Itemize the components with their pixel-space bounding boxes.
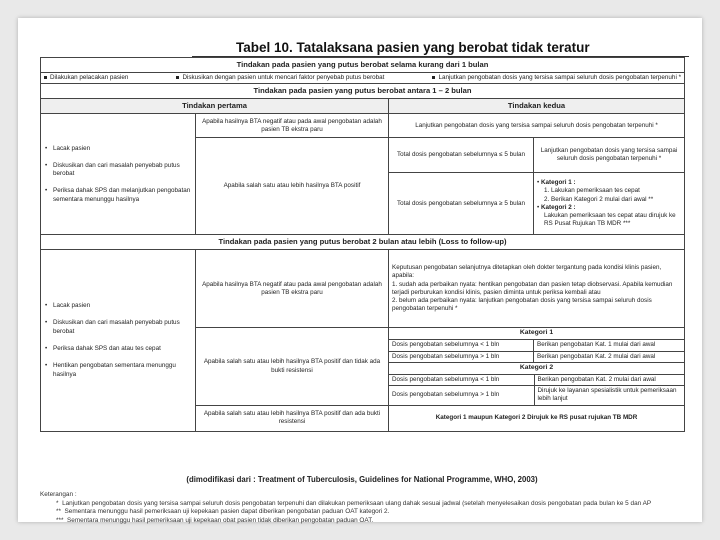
table-title: Tabel 10. Tatalaksana pasien yang berobat tidak teratur [236, 40, 590, 55]
kategori1-label: Kategori 1 [389, 328, 685, 340]
kategori1-step: 2. Berikan Kategori 2 mulai dari awal ** [544, 195, 654, 203]
dose-lt5-action: Lanjutkan pengobatan dosis yang tersisa sampai seluruh dosis pengobatan terpenuhi * [534, 138, 685, 173]
dose-lt5: Total dosis pengobatan sebelumnya ≤ 5 bulan [389, 138, 534, 173]
section2-bta-negative: Apabila hasilnya BTA negatif atau pada awal pengobatan adalah pasien TB ekstra paru [196, 114, 389, 138]
section3-bta-positive: Apabila salah satu atau lebih hasilnya BTA positif dan tidak ada bukti resistensi [196, 328, 389, 405]
k2-gt1: Dosis pengobatan sebelumnya > 1 bln [389, 386, 534, 405]
section2-header: Tindakan pada pasien yang putus berobat antara 1 – 2 bulan [41, 84, 685, 99]
notes-label: Keterangan : [40, 491, 77, 498]
col-header-first-action: Tindakan pertama [41, 99, 389, 114]
decision-intro: Keputusan pengobatan selanjutnya ditetapkan oleh dokter tergantung pada kondisi klinis pasien, apabila: [392, 263, 662, 280]
kategori1-step: 1. Lakukan pemeriksaan tes cepat [544, 187, 640, 195]
section2-actions [41, 114, 196, 235]
footnote: *** Sementara menunggu hasil pemeriksaan uji kepekaan obat pasien tidak diberikan pengobatan paduan OAT. [56, 516, 374, 524]
action-item: • Periksa dahak SPS dan melanjutkan pengobatan sementara menunggu hasilnya [44, 187, 192, 204]
dose-gt5: Total dosis pengobatan sebelumnya ≥ 5 bulan [389, 173, 534, 235]
section2-bta-positive: Apabila salah satu atau lebih hasilnya BTA positif [196, 138, 389, 235]
source-citation: (dimodifikasi dari : Treatment of Tuberculosis, Guidelines for National Programme, WHO, 2003) [186, 475, 538, 484]
k2-gt1-action: Dirujuk ke layanan spesialistik untuk pemeriksaan lebih lanjut [534, 386, 684, 405]
action-item: • Lacak pasien [44, 145, 192, 153]
action-item: • Diskusikan dan cari masalah penyebab putus berobat [44, 162, 192, 179]
action-item: • Lacak pasien [44, 302, 192, 310]
kategori2-text: Lakukan pemeriksaan tes cepat atau dirujuk ke RS Pusat Rujukan TB MDR *** [544, 212, 676, 228]
col-header-second-action: Tindakan kedua [389, 99, 685, 114]
section2-bta-negative-action: Lanjutkan pengobatan dosis yang tersisa sampai seluruh dosis pengobatan terpenuhi * [389, 114, 685, 138]
section1-items [41, 73, 685, 84]
k1-gt1: Dosis pengobatan sebelumnya > 1 bln [389, 351, 534, 362]
section3-resistant-action: Kategori 1 maupun Kategori 2 Dirujuk ke RS pusat rujukan TB MDR [389, 405, 685, 431]
k2-lt1: Dosis pengobatan sebelumnya < 1 bln [389, 375, 534, 386]
footnote: ** Sementara menunggu hasil pemeriksaan uji kepekaan pasien dapat diberikan pengobatan paduan OAT kategori 2. [56, 508, 390, 516]
section3-actions [41, 250, 196, 431]
dose-gt5-action [534, 173, 685, 235]
action-item: • Periksa dahak SPS dan atau tes cepat [44, 345, 192, 353]
decision-option: 1. sudah ada perbaikan nyata: hentikan pengobatan dan pasien tetap diobservasi. Apabila kemudian terjadi perburukan kondisi klinis, pasien diminta untuk periksa kembali atau [392, 280, 673, 296]
section1-item: Lanjutkan pengobatan dosis yang tersisa sampai seluruh dosis pengobatan terpenuhi * [432, 74, 681, 82]
kategori2-label: Kategori 2 [389, 362, 685, 374]
k1-gt1-action: Berikan pengobatan Kat. 2 mulai dari awal [534, 351, 685, 362]
section3-decision [389, 250, 685, 328]
decision-option: 2. belum ada perbaikan nyata: lanjutkan pengobatan dosis yang tersisa sampai seluruh dosis pengobatan terpenuhi * [392, 297, 652, 313]
kategori1-heading: • Kategori 1 : [537, 178, 576, 186]
section3-header: Tindakan pada pasien yang putus berobat 2 bulan atau lebih (Loss to follow-up) [41, 235, 685, 250]
section1-header: Tindakan pada pasien yang putus berobat selama kurang dari 1 bulan [41, 58, 685, 73]
action-item: • Hentikan pengobatan sementara menunggu hasilnya [44, 362, 192, 379]
section3-resistant: Apabila salah satu atau lebih hasilnya BTA positif dan ada bukti resistensi [196, 405, 389, 431]
k1-lt1-action: Berikan pengobatan Kat. 1 mulai dari awal [534, 340, 685, 351]
kategori2-heading: • Kategori 2 : [537, 203, 576, 211]
section1-item: Diskusikan dengan pasien untuk mencari faktor penyebab putus berobat [176, 74, 384, 82]
k1-lt1: Dosis pengobatan sebelumnya < 1 bln [389, 340, 534, 351]
action-item: • Diskusikan dan cari masalah penyebab putus berobat [44, 319, 192, 336]
footnotes [40, 491, 651, 526]
k2-lt1-action: Berikan pengobatan Kat. 2 mulai dari awal [534, 375, 684, 386]
section1-item: Dilakukan pelacakan pasien [44, 74, 128, 82]
treatment-table [40, 57, 685, 432]
kategori2-rows [389, 374, 685, 405]
section3-bta-negative: Apabila hasilnya BTA negatif atau pada awal pengobatan adalah pasien TB ekstra paru [196, 250, 389, 328]
footnote: * Lanjutkan pengobatan dosis yang tersisa sampai seluruh dosis pengobatan terpenuhi dan dilakukan pemeriksaan ulang dahak sesuai jadwal (setelah menyelesaikan dosis pengobatan pada bulan ke 5 dan AP [56, 499, 652, 507]
